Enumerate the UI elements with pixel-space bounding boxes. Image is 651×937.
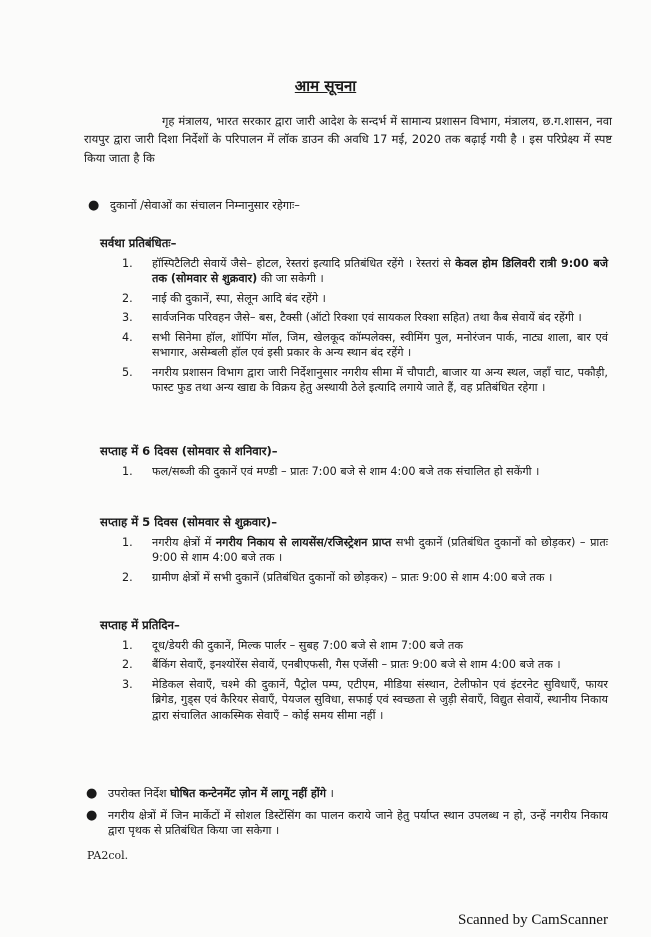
notice-title: आम सूचना <box>294 77 357 95</box>
list-prohibited <box>122 256 608 400</box>
item-text: नाई की दुकानें, स्पा, सेलून आदि बंद रहेंगे । <box>152 291 326 305</box>
item-number: 2. <box>122 570 133 584</box>
item-number: 5. <box>122 365 133 379</box>
list-item <box>122 570 608 585</box>
item-text-part: हॉस्पिटैलिटी सेवायें जैसे– होटल, रेस्तरां इत्यादि प्रतिबंधित रहेंगे । रेस्तरां से <box>152 257 456 270</box>
list-six-days <box>122 464 608 483</box>
bullet-text-bold: घोषित कन्टेनमेंट ज़ोन में लागू नहीं होंगे <box>170 787 327 800</box>
list-item <box>122 330 608 361</box>
section-heading-six-days: सप्ताह में 6 दिवस (सोमवार से शनिवार)– <box>100 444 278 458</box>
item-number: 2. <box>122 658 133 672</box>
item-text-bold: नगरीय निकाय से लायसेंस/रजिस्ट्रेशन प्राप्त <box>215 536 392 549</box>
item-text-bold: केवल होम डिलिवरी रात्री 9:00 बजे तक (सोमवार से शुक्रवार) <box>152 257 609 286</box>
list-item <box>122 657 608 672</box>
list-item <box>122 291 608 306</box>
bullet-icon: ● <box>86 808 98 823</box>
item-number: 2. <box>122 291 133 305</box>
item-text-part: सभी दुकानें (प्रतिबंधित दुकानों को छोड़कर) – प्रातः 9:00 से शाम 4:00 बजे तक । <box>152 536 608 565</box>
item-text: सभी सिनेमा हॉल, शॉपिंग मॉल, जिम, खेलकूद कॉम्पलेक्स, स्वीमिंग पुल, मनोरंजन पार्क, नाट्य शाला, बार एवं सभागार, असेम्बली हॉल एवं इसी प्रकार के अन्य स्थान बंद रहेंगे । <box>152 330 608 360</box>
scanner-watermark: Scanned by CamScanner <box>458 912 608 928</box>
bullet-text-part: । <box>326 787 334 800</box>
main-bullet-text: दुकानों /सेवाओं का संचालन निम्नानुसार रहेगाः– <box>110 199 300 212</box>
final-bullet-text <box>108 786 334 802</box>
footer-code: PA2col. <box>87 849 129 862</box>
item-text-part: नगरीय क्षेत्रों में <box>152 536 216 549</box>
bullet-icon: ● <box>88 198 100 213</box>
item-text: सार्वजनिक परिवहन जैसे– बस, टैक्सी (ऑटो रिक्शा एवं सायकल रिक्शा सहित) तथा कैब सेवायें बंद रहेंगी । <box>152 311 582 325</box>
item-text <box>152 535 608 566</box>
list-daily <box>122 638 608 727</box>
item-number: 1. <box>122 257 133 270</box>
list-item <box>122 256 608 287</box>
item-number: 4. <box>122 330 133 344</box>
final-bullet-text: नगरीय क्षेत्रों में जिन मार्केटों में सोशल डिस्टेंसिंग का पालन कराये जाने हेतु पर्याप्त स्थान उपलब्ध न हो, उन्हें नगरीय निकाय द्वारा पृथक से प्रतिबंधित किया जा सकेगा । <box>108 809 608 838</box>
item-number: 3. <box>122 311 133 325</box>
item-number: 1. <box>122 465 133 478</box>
item-text: फल/सब्जी की दुकानें एवं मण्डी – प्रातः 7:00 बजे से शाम 4:00 बजे तक संचालित हो सकेंगी । <box>152 465 540 478</box>
list-item <box>122 638 608 653</box>
item-text: नगरीय प्रशासन विभाग द्वारा जारी निर्देशानुसार नगरीय सीमा में चौपाटी, बाजार या अन्य स्थल, जहाँ चाट, पकौड़ी, फास्ट फुड तथा अन्य खाद्य के विक्रय हेतु अस्थायी ठेले इत्यादि लगाये जाते हैं, वह प्रतिबंधित रहेगा । <box>152 365 608 395</box>
bullet-icon: ● <box>86 786 98 801</box>
section-heading-five-days: सप्ताह में 5 दिवस (सोमवार से शुक्रवार)– <box>100 515 278 529</box>
list-item <box>122 464 608 479</box>
item-text: दूध/डेयरी की दुकानें, मिल्क पार्लर – सुबह 7:00 बजे से शाम 7:00 बजे तक <box>152 639 463 652</box>
main-bullet <box>88 198 608 214</box>
section-heading-daily: सप्ताह में प्रतिदिन– <box>100 618 180 632</box>
list-five-days <box>122 535 608 589</box>
item-text: ग्रामीण क्षेत्रों में सभी दुकानें (प्रतिबंधित दुकानों को छोड़कर) – प्रातः 9:00 से शाम 4:00 बजे तक । <box>152 570 553 584</box>
item-text-part: की जा सकेगी । <box>257 272 324 286</box>
item-number: 1. <box>122 536 133 549</box>
section-heading-prohibited: सर्वथा प्रतिबंधितः– <box>100 236 177 250</box>
list-item <box>122 677 608 723</box>
item-text: बैंकिंग सेवाएँ, इनश्योरेंस सेवायें, एनबीएफसी, गैस एजेंसी – प्रातः 9:00 बजे से शाम 4:00 बजे तक । <box>152 658 561 672</box>
item-number: 1. <box>122 639 133 652</box>
final-bullet <box>86 786 608 802</box>
final-bullet <box>86 808 608 839</box>
item-number: 3. <box>122 677 133 691</box>
item-text: मेडिकल सेवाएँ, चश्मे की दुकानें, पैट्रोल पम्प, एटीएम, मीडिया संस्थान, टेलीफोन एवं इंटरनेट सुविधाएँ, फायर ब्रिगेड, गुड्स एवं कैरियर सेवाएँ, पेयजल सुविधा, सफाई एवं स्वच्छता से जुड़ी सेवाएँ, विद्युत सेवायें, स्थानीय निकाय द्वारा संचालित आकस्मिक सेवाएँ – कोई समय सीमा नहीं । <box>152 677 608 722</box>
list-item <box>122 535 608 566</box>
list-item <box>122 365 608 396</box>
bullet-text-part: उपरोक्त निर्देश <box>108 787 171 800</box>
intro-paragraph: गृह मंत्रालय, भारत सरकार द्वारा जारी आदेश के सन्दर्भ में सामान्य प्रशासन विभाग, मंत्रालय, छ.ग.शासन, नवा रायपुर द्वारा जारी दिशा निर्देशों के परिपालन में लॉक डाउन की अवधि 17 मई, 2020 तक बढ़ाई गयी है । इस परिप्रेक्ष्य में स्पष्ट किया जाता है कि <box>84 114 612 165</box>
list-item <box>122 310 608 325</box>
item-text <box>152 256 608 287</box>
